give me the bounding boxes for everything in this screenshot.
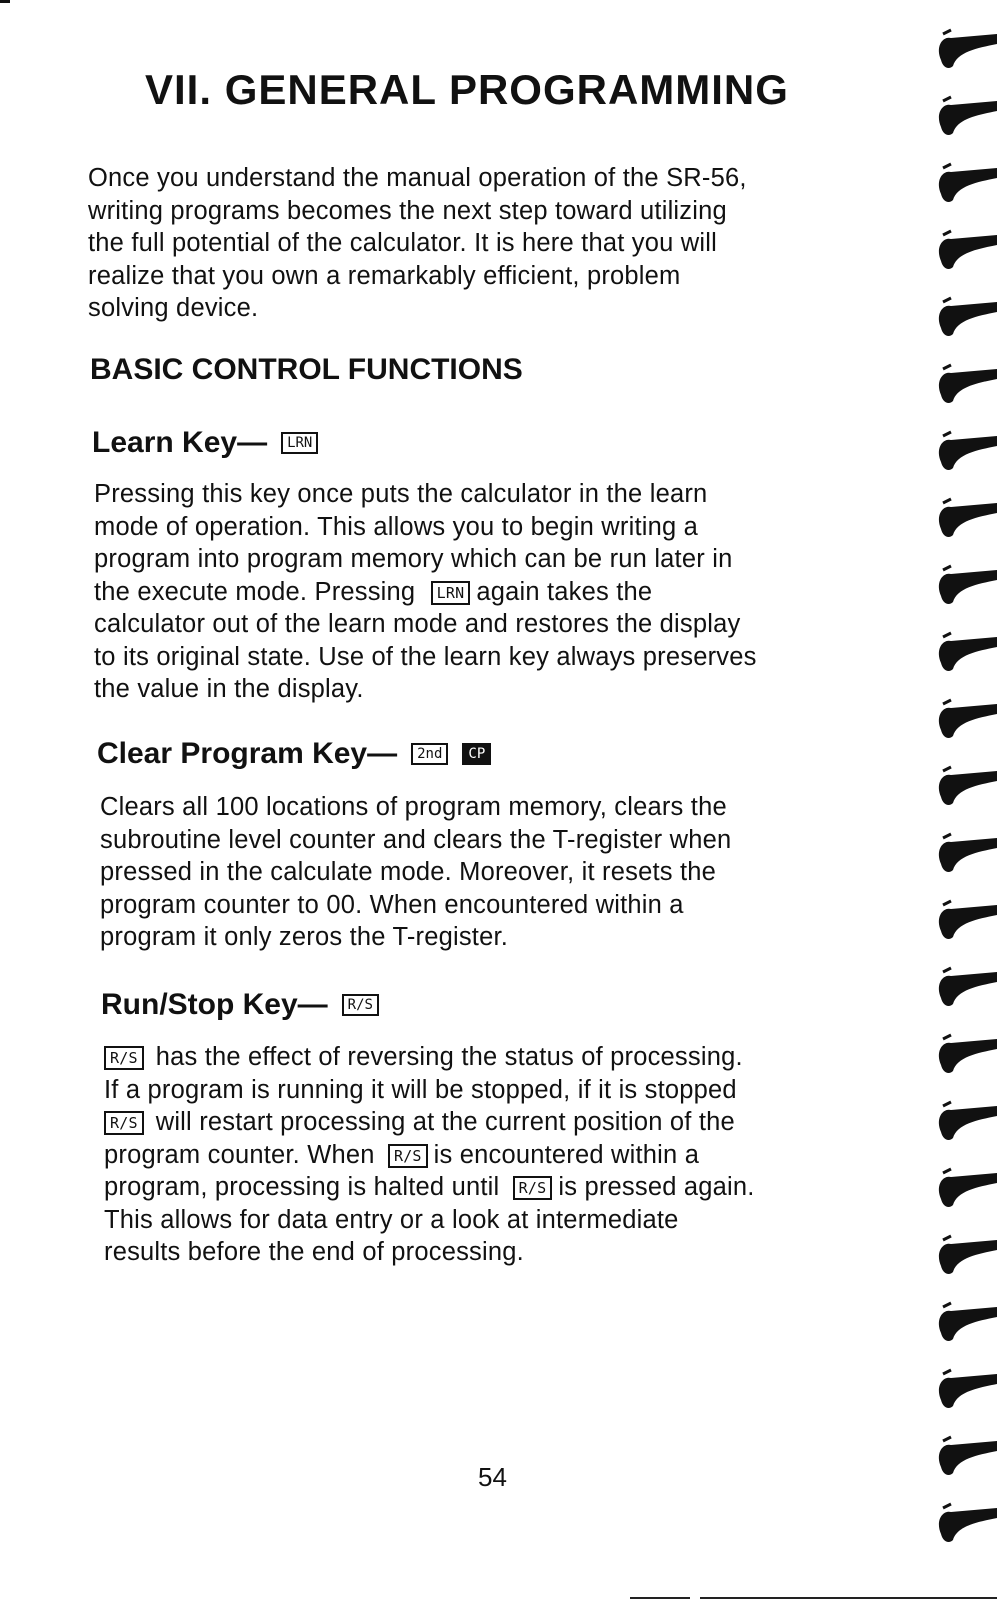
- intro-line: the full potential of the calculator. It is here that you will: [88, 229, 717, 257]
- text-line: program, processing is halted until: [104, 1173, 500, 1201]
- rs-key-icon: R/S: [388, 1144, 428, 1168]
- binding-coil: [939, 1303, 997, 1341]
- binding-coil: [939, 164, 997, 202]
- text-line: results before the end of processing.: [104, 1238, 524, 1266]
- binding-coil: [939, 1236, 997, 1274]
- learn-key-heading-text: Learn Key—: [92, 426, 268, 459]
- intro-line: realize that you own a remarkably efficient, problem: [88, 261, 681, 290]
- text-line: is pressed again.: [558, 1173, 755, 1201]
- learn-key-heading: [92, 426, 318, 460]
- page-title: VII. GENERAL PROGRAMMING: [145, 66, 789, 113]
- text-line: mode of operation. This allows you to begin writing a: [94, 512, 699, 541]
- text-line: pressed in the calculate mode. Moreover, it resets the: [100, 858, 717, 886]
- section-heading: BASIC CONTROL FUNCTIONS: [90, 353, 523, 386]
- binding-coil: [939, 1035, 997, 1073]
- cp-key-icon: CP: [462, 743, 491, 765]
- binding-coil: [939, 1102, 997, 1140]
- binding-coil: [939, 1169, 997, 1207]
- rs-key-icon: R/S: [513, 1176, 553, 1200]
- text-line: has the effect of reversing the status of processing.: [155, 1043, 743, 1071]
- run-stop-paragraph: [104, 1041, 755, 1269]
- text-line: to its original state. Use of the learn key always preserves: [94, 642, 757, 671]
- 2nd-key-icon: 2nd: [411, 743, 448, 765]
- text-line: is encountered within a: [433, 1140, 700, 1169]
- binding-coil: [939, 834, 997, 872]
- binding-coil: [939, 97, 997, 135]
- binding-coil: [939, 30, 997, 68]
- text-line: program counter. When: [104, 1140, 375, 1169]
- binding-coil: [939, 767, 997, 805]
- binding-coil: [939, 633, 997, 671]
- text-line: the execute mode. Pressing: [94, 577, 416, 606]
- intro-line: writing programs becomes the next step toward utilizing: [88, 196, 727, 225]
- spiral-binding-icon: [933, 20, 997, 1600]
- clear-program-paragraph: [100, 791, 731, 954]
- text-line: calculator out of the learn mode and restores the display: [94, 610, 741, 638]
- text-line: program it only zeros the T-register.: [100, 923, 509, 951]
- text-line: again takes the: [476, 577, 653, 606]
- rs-key-icon: R/S: [104, 1111, 144, 1135]
- binding-coil: [939, 499, 997, 537]
- binding-coil: [939, 1437, 997, 1475]
- text-line: the value in the display.: [94, 675, 364, 703]
- binding-coil: [939, 231, 997, 269]
- text-line: program counter to 00. When encountered within a: [100, 890, 684, 919]
- text-line: program into program memory which can be run later in: [94, 545, 733, 573]
- corner-mark: [0, 0, 10, 3]
- clear-program-heading-text: Clear Program Key—: [97, 737, 398, 770]
- lrn-key-icon: LRN: [281, 432, 318, 454]
- run-stop-heading-text: Run/Stop Key—: [101, 988, 328, 1021]
- binding-coil: [939, 298, 997, 336]
- binding-coil: [939, 1370, 997, 1408]
- binding-coil: [939, 968, 997, 1006]
- intro-line: Once you understand the manual operation of the SR-56,: [88, 164, 747, 192]
- page-number: 54: [478, 1462, 507, 1492]
- binding-coil: [939, 566, 997, 604]
- rs-key-icon: R/S: [342, 994, 379, 1016]
- binding-coil: [939, 901, 997, 939]
- learn-key-paragraph: [94, 478, 757, 706]
- lrn-key-icon: LRN: [431, 581, 471, 605]
- binding-coil: [939, 700, 997, 738]
- intro-line: solving device.: [88, 294, 259, 322]
- binding-coil: [939, 432, 997, 470]
- run-stop-key-heading: [101, 988, 379, 1022]
- bottom-edge-line: [630, 1597, 690, 1599]
- intro-paragraph: [88, 162, 747, 325]
- clear-program-key-heading: [97, 737, 491, 771]
- text-line: Pressing this key once puts the calculator in the learn: [94, 480, 708, 508]
- rs-key-icon: R/S: [104, 1046, 144, 1070]
- text-line: will restart processing at the current position of the: [155, 1108, 735, 1136]
- text-line: If a program is running it will be stopped, if it is stopped: [104, 1075, 737, 1104]
- text-line: subroutine level counter and clears the T-register when: [100, 825, 732, 854]
- binding-coil: [939, 1504, 997, 1542]
- text-line: This allows for data entry or a look at intermediate: [104, 1205, 679, 1234]
- text-line: Clears all 100 locations of program memory, clears the: [100, 793, 727, 821]
- binding-coil: [939, 365, 997, 403]
- bottom-edge-line: [700, 1597, 997, 1599]
